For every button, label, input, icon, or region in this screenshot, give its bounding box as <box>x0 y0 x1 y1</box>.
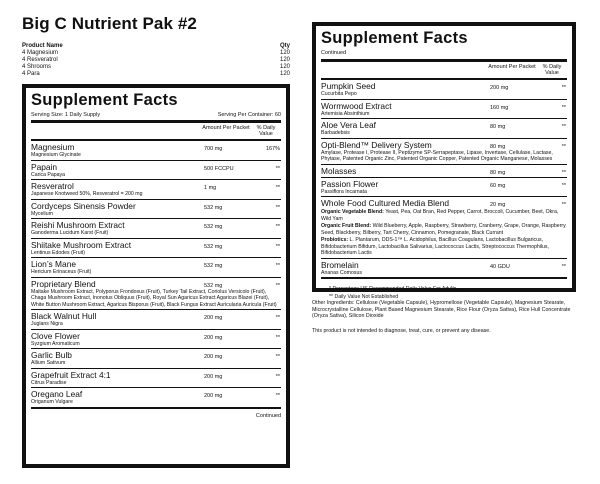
nutrient-dv: ** <box>275 204 280 211</box>
nutrient-name: Aloe Vera Leaf <box>321 120 376 130</box>
fruit-blend-label: Organic Fruit Blend: <box>321 223 372 229</box>
nutrient-name: Cordyceps Sinensis Powder <box>31 200 136 211</box>
nutrient-name: Clove Flower <box>31 330 80 341</box>
nutrient-amount: 200 mg <box>204 393 223 399</box>
nutrient-dv: 167% <box>265 146 280 152</box>
nutrient-row <box>321 119 567 139</box>
nutrient-source: Syzgium Aromaticum <box>31 340 80 347</box>
nutrient-row <box>321 100 567 120</box>
servings-per-container: Serving Per Container: 60 <box>217 112 281 118</box>
probiotics-blend <box>321 236 567 257</box>
nutrient-source: Citrus Paradise <box>31 379 67 386</box>
nutrient-source: Ganoderma Lucidum Karst (Fruit) <box>31 230 109 236</box>
fruit-blend <box>321 222 567 236</box>
nutrient-row <box>31 141 281 161</box>
nutrient-row <box>31 180 281 200</box>
column-header <box>321 62 567 80</box>
nutrient-source: Mycelium <box>31 210 53 217</box>
nutrient-dv: ** <box>561 124 566 130</box>
nutrient-row <box>31 388 281 409</box>
amount-header: Amount Per Packet <box>488 64 536 70</box>
nutrient-name: Wormwood Extract <box>321 100 392 111</box>
product-qty: 120 <box>279 50 290 56</box>
nutrient-name: Molasses <box>321 165 357 176</box>
nutrient-source: Carica Papaya <box>31 171 66 178</box>
whole-food-row <box>321 197 567 259</box>
nutrient-name: Lion’s Mane <box>31 259 77 269</box>
nutrient-row <box>31 161 281 181</box>
supplement-facts-title: Supplement Facts <box>321 29 468 47</box>
footnote-not-established: ** Daily Value Not Established <box>329 294 399 300</box>
nutrient-name: Papain <box>31 161 58 172</box>
vegetable-blend-text: Yeast, Pea, Oat Bran, Red Pepper, Carrot, Broccoli, Cucumber, Beet, Okra, Wild Yam <box>321 209 559 222</box>
serving-info <box>31 110 281 123</box>
nutrient-name: Resveratrol <box>31 181 74 191</box>
nutrient-name: Shiitake Mushroom Extract <box>31 239 132 250</box>
nutrient-row <box>31 200 281 220</box>
product-qty: 120 <box>279 64 290 70</box>
nutrient-amount: 80 mg <box>490 124 506 130</box>
nutrient-amount: 40 GDU <box>490 263 510 270</box>
supplement-facts-panel-left <box>22 84 290 468</box>
nutrient-name: Passion Flower <box>321 178 379 189</box>
disclaimer: This product is not intended to diagnose, treat, cure, or prevent any disease. <box>312 328 491 334</box>
nutrient-source: Barbadebsis <box>321 130 350 136</box>
nutrient-name: Proprietary Blend <box>31 278 96 289</box>
page-title: Big C Nutrient Pak #2 <box>22 14 197 33</box>
product-list-header <box>22 43 290 50</box>
nutrient-amount: 20 mg <box>490 202 506 208</box>
column-header <box>31 123 281 141</box>
nutrient-dv: ** <box>561 143 566 150</box>
nutrient-row <box>31 278 281 311</box>
nutrient-source: Hericium Erinaceus (Fruit) <box>31 269 92 275</box>
nutrient-name: Bromelain <box>321 259 359 270</box>
nutrient-source: Origanum Vulgare <box>31 399 73 405</box>
nutrient-source: Maitake Mushroom Extract, Polyporus Frondosus (Fruit), Turkey Tail Extract, Coriolus Versicolo (Fruit), Chaga Mushroom Extract, Inonotus Obliquus (Fruit), Royal Sun Agaricus Extract Agaricus Blazei (Fruit), White Button Mushroom Extract, Agaricus Bisporus (Fruit), Black Fungus Extract Auricularia Auricula (Fruit) <box>31 288 277 308</box>
fruit-blend-text: Wild Blueberry, Apple, Raspberry, Strawberry, Cranberry, Grape, Orange, Raspberry Seed, Blackberry, Bilberry, Tart Cherry, Cinnamon, Pomegranate, Black Currant <box>321 223 566 236</box>
vegetable-blend <box>321 208 567 222</box>
nutrient-dv: ** <box>561 104 566 111</box>
nutrient-row <box>31 239 281 259</box>
nutrient-name: Opti-Blend™ Delivery System <box>321 139 432 150</box>
nutrient-dv: ** <box>275 334 280 341</box>
nutrient-amount: 200 mg <box>204 334 223 341</box>
nutrient-amount: 1 mg <box>204 185 217 191</box>
nutrient-dv: ** <box>275 243 280 250</box>
nutrient-source: Juglans Nigra <box>31 321 63 327</box>
serving-size: Serving Size: 1 Daily Supply <box>31 112 101 118</box>
footnote-dv: * Percentage US Recommended Daily Value For Adults <box>329 286 457 292</box>
nutrient-dv: ** <box>561 202 566 208</box>
nutrient-source: Ananas Comosus <box>321 269 362 276</box>
nutrient-name: Oregano Leaf <box>31 389 83 399</box>
nutrient-name: Whole Food Cultured Media Blend <box>321 198 450 208</box>
nutrient-amount: 532 mg <box>204 204 223 211</box>
nutrient-amount: 80 mg <box>490 169 506 176</box>
nutrient-dv: ** <box>275 282 280 289</box>
nutrient-row <box>321 139 567 165</box>
dv-header: % Daily Value <box>542 64 562 76</box>
nutrient-name: Pumpkin Seed <box>321 81 376 91</box>
product-name: 4 Magnesium <box>22 50 59 56</box>
nutrient-name: Grapefruit Extract 4:1 <box>31 369 111 380</box>
other-ingredients: Other Ingredients: Cellulose (Vegetable Capsule), Hypromellose (Vegetable Capsule), Magnesium Stearate, Microcrystalline Cellulose, Plant Based Magnesium Stearate, Rice Flour (Oryza Sativa), Rice Hull Concentrate (Oryza Sativa), Silicon Dioxide <box>312 300 571 319</box>
nutrient-row <box>31 330 281 350</box>
nutrient-dv: ** <box>275 224 280 230</box>
product-row <box>22 50 290 57</box>
nutrient-amount: 532 mg <box>204 282 223 289</box>
nutrient-amount: 700 mg <box>204 146 223 152</box>
nutrient-dv: ** <box>275 373 280 380</box>
nutrient-amount: 200 mg <box>204 354 223 360</box>
nutrient-name: Magnesium <box>31 142 75 152</box>
nutrient-source: Magnesium Glycinate <box>31 152 81 158</box>
nutrient-source: Amylase, Protease I, Protease II, Peptizyme SP-Serrapeptase, Lipase, Invertase, Cellulase, Lactase, Phytase, Patented Organic Zinc, Patented Organic Copper, Patented Organic Manganese, Molasses <box>321 149 553 162</box>
product-row <box>22 57 290 64</box>
amount-header: Amount Per Packet <box>202 125 250 131</box>
nutrient-source: Cucurbita Pepo <box>321 91 357 97</box>
supplement-facts-panel-right <box>312 22 576 300</box>
nutrient-source: Lentinus Edodes (Fruit) <box>31 249 85 256</box>
product-name: 4 Resveratrol <box>22 57 58 63</box>
qty-header: Qty <box>279 43 290 49</box>
nutrient-dv: ** <box>275 263 280 269</box>
nutrient-dv: ** <box>275 354 280 360</box>
product-row <box>22 71 290 78</box>
nutrient-dv: ** <box>275 315 280 321</box>
nutrient-dv: ** <box>275 185 280 191</box>
nutrient-amount: 532 mg <box>204 224 223 230</box>
dv-header: % Daily Value <box>256 125 276 137</box>
product-qty: 120 <box>279 71 290 77</box>
nutrient-dv: ** <box>275 393 280 399</box>
nutrient-amount: 200 mg <box>204 315 223 321</box>
nutrient-dv: ** <box>561 85 566 91</box>
vegetable-blend-label: Organic Vegetable Blend: <box>321 209 384 215</box>
probiotics-text: L. Plantarum, DDS-1™ L. Acidophilus, Bacillus Coagulans, Lactobacillus Bulgaricus, Bifidobacterium Bifidum, Lactobacillus Salivarius, Lactococcus Lactis, Streptococcus Thermophilus, Bifidobacterium Lactis <box>321 237 549 256</box>
nutrient-row <box>31 310 281 330</box>
nutrient-dv: ** <box>561 169 566 176</box>
nutrient-row <box>321 259 567 280</box>
product-list <box>22 43 290 78</box>
nutrient-row <box>31 369 281 389</box>
product-row <box>22 64 290 71</box>
nutrient-amount: 80 mg <box>490 143 506 150</box>
nutrient-source: Allium Sativum <box>31 360 66 366</box>
nutrient-amount: 160 mg <box>490 104 509 111</box>
nutrient-amount: 60 mg <box>490 182 506 189</box>
nutrient-amount: 200 mg <box>204 373 223 380</box>
product-name-header: Product Name <box>22 43 63 49</box>
nutrient-name: Reishi Mushroom Extract <box>31 220 125 230</box>
nutrient-dv: ** <box>275 165 280 172</box>
nutrient-name: Garlic Bulb <box>31 350 72 360</box>
nutrient-row <box>321 178 567 198</box>
nutrient-amount: 200 mg <box>490 85 509 91</box>
continued-label: Continued <box>255 412 281 419</box>
nutrient-amount: 500 FCCPU <box>204 165 234 172</box>
footnotes <box>321 279 567 301</box>
nutrient-amount: 532 mg <box>204 243 223 250</box>
nutrient-row <box>31 219 281 239</box>
nutrient-row <box>321 165 567 178</box>
nutrient-dv: ** <box>561 263 566 270</box>
product-qty: 120 <box>279 57 290 63</box>
nutrient-source: Japanese Knotweed 50%, Resveratrol = 200 mg <box>31 191 143 197</box>
nutrient-source: Artemisia Absinthium <box>321 110 370 117</box>
nutrient-row <box>321 80 567 100</box>
nutrient-row <box>31 258 281 278</box>
nutrient-name: Black Walnut Hull <box>31 311 97 321</box>
continued-label: Continued <box>321 48 567 62</box>
nutrient-dv: ** <box>561 182 566 189</box>
product-name: 4 Shrooms <box>22 64 52 70</box>
probiotics-label: Probiotics: <box>321 237 349 243</box>
nutrient-amount: 532 mg <box>204 263 223 269</box>
nutrient-source: Passiflora Incarnata <box>321 188 367 195</box>
supplement-facts-title: Supplement Facts <box>31 91 178 109</box>
nutrient-row <box>31 349 281 369</box>
product-name: 4 Para <box>22 71 40 77</box>
